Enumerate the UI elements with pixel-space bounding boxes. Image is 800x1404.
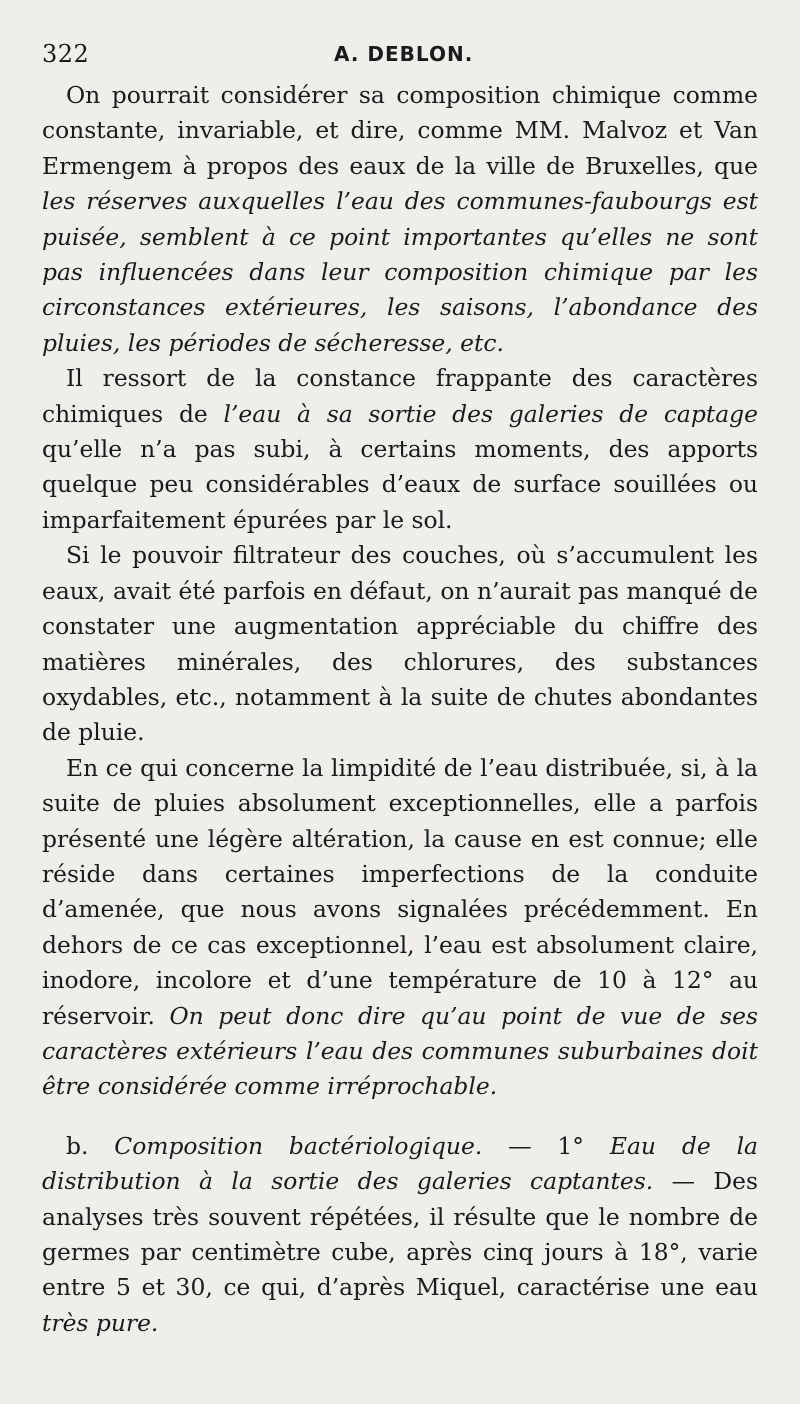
section-b-paragraph [42, 1129, 758, 1341]
running-head: A. DEBLON. [334, 42, 474, 66]
paragraph-2-emphasis: l’eau à sa sortie des galeries de captage [223, 399, 758, 428]
body-text [42, 78, 758, 1341]
paragraph-2-text-end: qu’elle n’a pas subi, à certains moments, des apports quelque peu considérables d’eaux de surface souillées ou imparfaitement épurées par le sol. [42, 435, 758, 534]
paragraph-3 [42, 538, 758, 750]
section-b-title: Composition bactériologique. [114, 1131, 483, 1160]
section-b-emphasis: très pure. [42, 1308, 159, 1337]
subsection-number: — 1° [482, 1131, 610, 1160]
paragraph-1-text: On pourrait considérer sa composition chimique comme constante, invariable, et dire, comme MM. Malvoz et Van Ermengem à propos des eaux de la ville de Bruxelles, que [42, 81, 758, 180]
paragraph-4 [42, 751, 758, 1105]
section-b-text: — Des analyses très souvent répétées, il résulte que le nombre de germes par centimètre cube, après cinq jours à 18°, varie entre 5 et 30, ce qui, d’après Miquel, caractérise une eau [42, 1167, 758, 1302]
paragraph-1 [42, 78, 758, 361]
paragraph-2-text-start: Il ressort de la constance frappante des caractères chimiques de [42, 364, 758, 428]
paragraph-4-conclusion: On peut donc dire qu’au point de vue de ses caractères extérieurs l’eau des communes suburbaines doit être considérée comme irréprochable. [42, 1001, 758, 1101]
section-b-label: b. [66, 1131, 115, 1160]
subsection-title: Eau de la distribution à la sortie des galeries captantes. [42, 1131, 758, 1196]
page-header [42, 34, 758, 74]
paragraph-4-text: En ce qui concerne la limpidité de l’eau distribuée, si, à la suite de pluies absolument exceptionnelles, elle a parfois présenté une légère altération, la cause en est connue; elle réside dans certaines imperfections de la conduite d’amenée, que nous avons signalées précédemment. En dehors de ce cas exceptionnel, l’eau est absolument claire, inodore, incolore et d’une température de 10 à 12° au réservoir. [42, 753, 758, 1030]
page-number: 322 [42, 40, 90, 68]
paragraph-2 [42, 361, 758, 538]
paragraph-3-text: Si le pouvoir filtrateur des couches, où s’accumulent les eaux, avait été parfois en défaut, on n’aurait pas manqué de constater une augmentation appréciable du chiffre des matières minérales, des chlorures, des substances oxydables, etc., notamment à la suite de chutes abondantes de pluie. [42, 541, 758, 747]
paragraph-1-quote: les réserves auxquelles l’eau des communes-faubourgs est puisée, semblent à ce point importantes qu’elles ne sont pas influencées dans leur composition chimique par les circonstances extérieures, les saisons, l’abondance des pluies, les périodes de sécheresse, etc. [42, 187, 758, 357]
